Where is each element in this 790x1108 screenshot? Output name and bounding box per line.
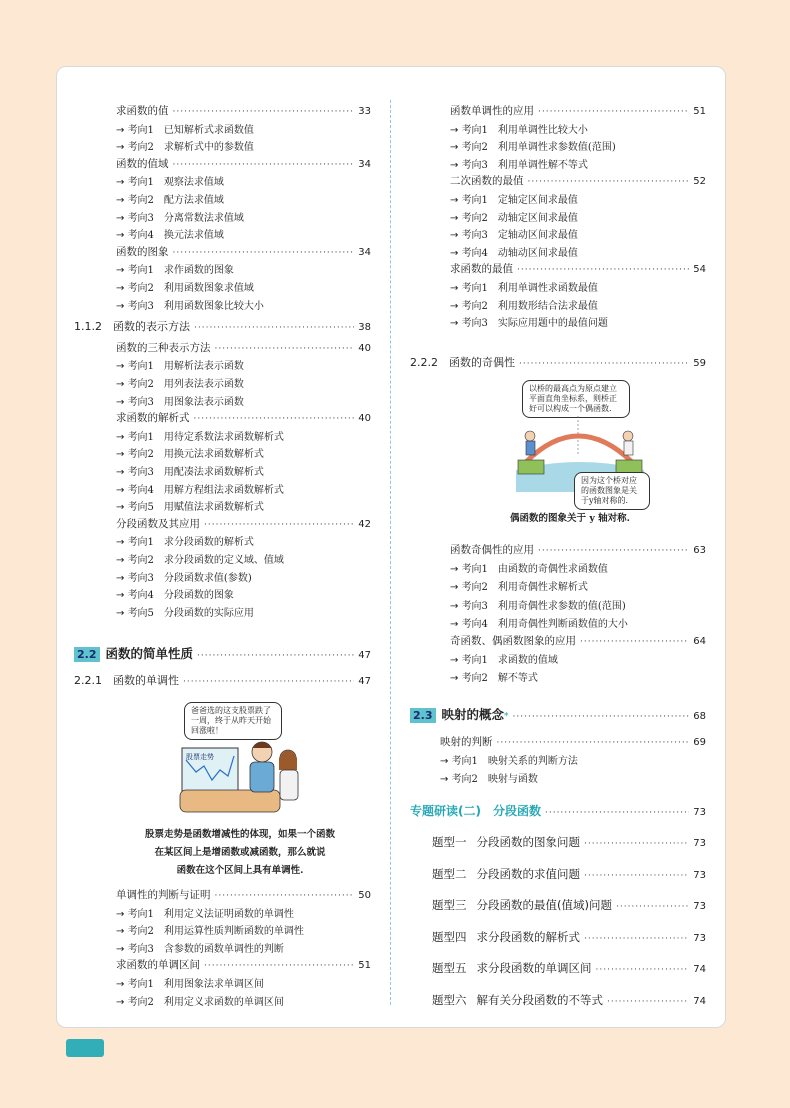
- toc-subentry[interactable]: [450, 297, 598, 312]
- toc-subentry[interactable]: [450, 226, 578, 241]
- toc-entry[interactable]: [440, 734, 706, 749]
- toc-subentry[interactable]: [116, 173, 224, 188]
- page-number: 47: [358, 676, 371, 687]
- arrow-icon: →: [116, 537, 128, 549]
- stock-board-label: 股票走势: [186, 753, 214, 761]
- arrow-icon: →: [116, 283, 128, 294]
- subentry-text: 考向1 求函数的值域: [461, 655, 558, 667]
- arrow-icon: →: [116, 230, 128, 242]
- page-number: 64: [693, 636, 706, 647]
- arrow-icon: →: [450, 673, 462, 685]
- toc-subentry[interactable]: [116, 445, 264, 460]
- column-divider: [390, 100, 391, 1005]
- subentry-text: 考向2 用换元法求函数解析式: [127, 449, 264, 461]
- leader-dots: [528, 177, 690, 187]
- arrow-icon: →: [116, 124, 128, 136]
- section-heading[interactable]: [74, 318, 371, 334]
- entry-title: 奇函数、偶函数图象的应用: [450, 635, 576, 647]
- speech-bubble-stock: 爸爸选的这支股票跌了一周，终于从昨天开始回涨啦！: [184, 702, 282, 740]
- stock-illustration: [176, 730, 306, 820]
- arrow-icon: →: [116, 212, 128, 224]
- speech-bubble-bridge: 以桥的最高点为原点建立平面直角坐标系，则桥正好可以构成一个偶函数.: [522, 380, 630, 418]
- entry-title: 映射的判断: [440, 736, 493, 748]
- arrow-icon: →: [116, 449, 128, 461]
- section-title: 函数的单调性: [113, 674, 179, 687]
- toc-subentry[interactable]: [450, 209, 578, 224]
- subentry-text: 考向2 用列表法表示函数: [127, 379, 244, 390]
- page-number: 33: [358, 106, 371, 117]
- star-mark: *: [504, 712, 509, 722]
- leader-dots: [596, 965, 690, 975]
- special-topic-title: 专题研读(二) 分段函数: [410, 804, 541, 818]
- toc-subentry[interactable]: [116, 940, 284, 955]
- illustration-caption: 偶函数的图象关于 y 轴对称.: [510, 513, 630, 524]
- subentry-text: 考向3 用图象法表示函数: [127, 396, 244, 408]
- arrow-icon: →: [450, 195, 462, 206]
- leader-dots: [545, 808, 689, 818]
- question-type-label: 题型五: [432, 961, 467, 975]
- arrow-icon: →: [116, 572, 128, 584]
- arrow-icon: →: [450, 159, 462, 171]
- question-type-title: 分段函数的求值问题: [476, 866, 580, 881]
- leader-dots: [194, 323, 354, 333]
- toc-subentry[interactable]: [116, 993, 284, 1008]
- arrow-icon: →: [450, 247, 462, 259]
- leader-dots: [607, 997, 689, 1007]
- subentry-text: 考向2 动轴定区间求最值: [461, 212, 578, 224]
- arrow-icon: →: [116, 979, 128, 990]
- toc-subentry[interactable]: [116, 586, 234, 601]
- toc-subentry[interactable]: [116, 922, 304, 937]
- chapter-badge: 2.3: [410, 708, 436, 723]
- subentry-text: 考向5 用赋值法求函数解析式: [127, 502, 264, 514]
- leader-dots: [513, 712, 690, 722]
- subentry-text: 考向2 利用数形结合法求最值: [461, 300, 598, 312]
- toc-subentry[interactable]: [116, 428, 284, 443]
- page-number: 68: [693, 711, 706, 722]
- arrow-icon: →: [116, 379, 128, 390]
- toc-subentry[interactable]: [440, 752, 578, 767]
- section-heading[interactable]: [74, 672, 371, 688]
- toc-subentry[interactable]: [450, 651, 558, 666]
- leader-dots: [584, 934, 689, 944]
- page-number: 73: [693, 807, 706, 818]
- toc-entry[interactable]: [450, 542, 706, 557]
- question-type-label: 题型一: [432, 835, 467, 849]
- toc-subentry[interactable]: [450, 314, 608, 329]
- page-number: 54: [693, 264, 706, 276]
- toc-subentry[interactable]: [450, 560, 608, 575]
- page-number: 74: [693, 995, 706, 1007]
- leader-dots: [584, 839, 689, 849]
- toc-entry[interactable]: [116, 340, 371, 355]
- page-number: 40: [358, 342, 371, 354]
- toc-subentry[interactable]: [450, 615, 628, 630]
- toc-subentry[interactable]: [116, 226, 224, 241]
- subentry-text: 考向2 利用奇偶性求解析式: [461, 582, 588, 594]
- toc-subentry[interactable]: [116, 191, 224, 206]
- subentry-text: 考向1 利用单调性求函数最值: [461, 283, 598, 294]
- arrow-icon: →: [116, 926, 128, 938]
- subentry-text: 考向1 求分段函数的解析式: [127, 537, 254, 549]
- arrow-icon: →: [450, 283, 462, 294]
- subentry-text: 考向3 利用函数图象比较大小: [127, 300, 264, 312]
- entry-title: 函数奇偶性的应用: [450, 544, 534, 556]
- page-number: 73: [693, 932, 706, 944]
- toc-entry[interactable]: [450, 173, 706, 188]
- question-type-label: 题型三: [432, 898, 467, 912]
- toc-entry[interactable]: [450, 633, 706, 648]
- arrow-icon: →: [440, 756, 452, 768]
- toc-entry[interactable]: [116, 887, 371, 902]
- arrow-icon: →: [116, 361, 128, 373]
- toc-entry[interactable]: [116, 410, 371, 425]
- question-type-title: 求分段函数的解析式: [476, 929, 580, 944]
- question-type-label: 题型六: [432, 992, 467, 1007]
- illustration-caption: 在某区间上是增函数或减函数，那么就说: [154, 847, 326, 858]
- subentry-text: 考向5 分段函数的实际应用: [127, 607, 254, 619]
- page-number: 73: [693, 838, 706, 849]
- toc-entry[interactable]: [116, 957, 371, 972]
- toc-subentry[interactable]: [116, 551, 284, 566]
- arrow-icon: →: [116, 396, 128, 408]
- toc-subentry[interactable]: [116, 463, 264, 478]
- question-type-entry[interactable]: [432, 929, 706, 945]
- leader-dots: [194, 414, 355, 424]
- subentry-text: 考向1 用待定系数法求函数解析式: [127, 431, 284, 443]
- leader-dots: [580, 637, 689, 647]
- chapter-heading[interactable]: [410, 705, 706, 723]
- toc-subentry[interactable]: [450, 597, 626, 612]
- subentry-text: 考向2 求分段函数的定义域、值域: [127, 555, 284, 566]
- subentry-text: 考向3 分段函数求值(参数): [127, 572, 252, 584]
- leader-dots: [538, 107, 689, 117]
- chapter-badge: 2.2: [74, 647, 100, 662]
- arrow-icon: →: [116, 467, 128, 478]
- leader-dots: [173, 107, 355, 117]
- arrow-icon: →: [116, 908, 128, 920]
- page-number-badge: [66, 1039, 104, 1057]
- page-number: 63: [693, 545, 706, 556]
- toc-subentry[interactable]: [116, 297, 264, 312]
- leader-dots: [519, 359, 689, 369]
- toc-subentry[interactable]: [116, 533, 254, 548]
- arrow-icon: →: [450, 600, 462, 612]
- toc-subentry[interactable]: [450, 578, 588, 593]
- subentry-text: 考向3 分离常数法求值域: [127, 212, 244, 224]
- toc-subentry[interactable]: [116, 569, 252, 584]
- toc-subentry[interactable]: [116, 121, 254, 136]
- leader-dots: [584, 871, 689, 881]
- page-number: 34: [358, 246, 371, 258]
- entry-title: 函数的三种表示方法: [116, 341, 211, 354]
- toc-subentry[interactable]: [116, 975, 264, 990]
- subentry-text: 考向1 利用图象法求单调区间: [127, 979, 264, 990]
- entry-title: 分段函数及其应用: [116, 517, 200, 530]
- toc-subentry[interactable]: [116, 261, 234, 276]
- toc-subentry[interactable]: [116, 905, 294, 920]
- page-number: 73: [693, 901, 706, 912]
- page-number: 47: [358, 650, 371, 661]
- subentry-text: 考向4 分段函数的图象: [127, 590, 234, 602]
- entry-title: 求函数的单调区间: [116, 959, 200, 972]
- arrow-icon: →: [450, 124, 462, 136]
- entry-title: 函数的图象: [116, 245, 169, 258]
- toc-subentry[interactable]: [450, 156, 588, 171]
- arrow-icon: →: [116, 555, 128, 566]
- page-number: 59: [693, 358, 706, 369]
- page-number: 38: [358, 322, 371, 334]
- entry-title: 函数单调性的应用: [450, 105, 534, 117]
- toc-subentry[interactable]: [450, 121, 588, 136]
- arrow-icon: →: [450, 318, 462, 330]
- subentry-text: 考向2 解不等式: [461, 673, 538, 685]
- toc-entry[interactable]: [116, 516, 371, 531]
- arrow-icon: →: [116, 484, 128, 496]
- toc-subentry[interactable]: [450, 138, 616, 153]
- subentry-text: 考向1 定轴定区间求最值: [461, 195, 578, 206]
- subentry-text: 考向3 实际应用题中的最值问题: [461, 318, 608, 330]
- leader-dots: [173, 248, 355, 258]
- question-type-entry[interactable]: [432, 992, 706, 1008]
- leader-dots: [183, 677, 354, 687]
- question-type-label: 题型二: [432, 866, 467, 881]
- arrow-icon: →: [116, 996, 128, 1008]
- subentry-text: 考向1 映射关系的判断方法: [451, 756, 578, 768]
- subentry-text: 考向1 利用单调性比较大小: [461, 124, 588, 136]
- special-topic-heading[interactable]: [410, 802, 706, 819]
- leader-dots: [197, 651, 354, 661]
- page-number: 34: [358, 158, 371, 170]
- arrow-icon: →: [450, 582, 462, 594]
- arrow-icon: →: [450, 655, 462, 667]
- subentry-text: 考向1 由函数的奇偶性求函数值: [461, 564, 608, 576]
- subentry-text: 考向2 配方法求值域: [127, 195, 224, 206]
- arrow-icon: →: [450, 230, 462, 242]
- subentry-text: 考向4 用解方程组法求函数解析式: [127, 484, 284, 496]
- toc-subentry[interactable]: [116, 138, 254, 153]
- leader-dots: [204, 961, 354, 971]
- subentry-text: 考向3 利用单调性解不等式: [461, 159, 588, 171]
- subentry-text: 考向3 用配凑法求函数解析式: [127, 467, 264, 478]
- page-number: 42: [358, 518, 371, 530]
- arrow-icon: →: [450, 212, 462, 224]
- arrow-icon: →: [116, 431, 128, 443]
- page-number: 51: [358, 960, 371, 972]
- question-type-entry[interactable]: [432, 834, 706, 850]
- arrow-icon: →: [116, 590, 128, 602]
- leader-dots: [497, 738, 690, 748]
- section-number: 2.2.1: [74, 674, 113, 687]
- subentry-text: 考向3 定轴动区间求最值: [461, 230, 578, 242]
- subentry-text: 考向1 已知解析式求函数值: [127, 124, 254, 136]
- subentry-text: 考向2 利用运算性质判断函数的单调性: [127, 926, 304, 938]
- subentry-text: 考向4 动轴动区间求最值: [461, 247, 578, 259]
- entry-title: 函数的值域: [116, 157, 169, 170]
- subentry-text: 考向2 利用函数图象求值域: [127, 283, 254, 294]
- toc-subentry[interactable]: [116, 357, 244, 372]
- page-number: 51: [693, 106, 706, 117]
- toc-entry[interactable]: [450, 261, 706, 276]
- arrow-icon: →: [116, 142, 128, 154]
- toc-entry[interactable]: [116, 156, 371, 171]
- illustration-caption: 函数在这个区间上具有单调性.: [176, 865, 304, 876]
- entry-title: 求函数的解析式: [116, 412, 190, 425]
- page-number: 74: [693, 964, 706, 975]
- question-type-title: 分段函数的图象问题: [476, 835, 580, 849]
- question-type-title: 求分段函数的单调区间: [476, 961, 592, 975]
- question-type-entry[interactable]: [432, 866, 706, 882]
- section-heading[interactable]: [410, 354, 706, 370]
- chapter-title: 映射的概念: [441, 707, 505, 722]
- subentry-text: 考向1 观察法求值域: [127, 177, 224, 189]
- speech-bubble-symmetry: 因为这个桥对应的函数图象是关于y轴对称的.: [574, 472, 650, 510]
- entry-title: 求函数的值: [116, 105, 169, 117]
- toc-entry[interactable]: [116, 244, 371, 259]
- illustration-caption: 股票走势是函数增减性的体现，如果一个函数: [144, 829, 335, 840]
- arrow-icon: →: [116, 300, 128, 312]
- entry-title: 求函数的最值: [450, 263, 513, 276]
- subentry-text: 考向4 利用奇偶性判断函数值的大小: [461, 618, 628, 630]
- subentry-text: 考向1 利用定义法证明函数的单调性: [127, 908, 294, 920]
- arrow-icon: →: [450, 618, 462, 630]
- toc-entry[interactable]: [450, 103, 706, 118]
- toc-subentry[interactable]: [116, 481, 284, 496]
- subentry-text: 考向1 用解析法表示函数: [127, 361, 244, 373]
- toc-subentry[interactable]: [450, 191, 578, 206]
- arrow-icon: →: [450, 300, 462, 312]
- toc-subentry[interactable]: [116, 604, 254, 619]
- leader-dots: [538, 546, 689, 556]
- leader-dots: [517, 265, 689, 275]
- toc-subentry[interactable]: [116, 279, 254, 294]
- toc-subentry[interactable]: [116, 393, 244, 408]
- question-type-label: 题型四: [432, 929, 467, 944]
- subentry-text: 考向1 求作函数的图象: [127, 265, 234, 277]
- page-number: 50: [358, 890, 371, 901]
- arrow-icon: →: [116, 943, 128, 955]
- leader-dots: [215, 891, 355, 901]
- leader-dots: [173, 160, 355, 170]
- arrow-icon: →: [116, 265, 128, 277]
- subentry-text: 考向2 求解析式中的参数值: [127, 142, 254, 154]
- section-number: 1.1.2: [74, 320, 113, 334]
- section-number: 2.2.2: [410, 356, 449, 369]
- toc-subentry[interactable]: [450, 244, 578, 259]
- entry-title: 单调性的判断与证明: [116, 889, 211, 901]
- leader-dots: [215, 344, 355, 354]
- toc-subentry[interactable]: [116, 375, 244, 390]
- page-number: 69: [693, 737, 706, 748]
- section-title: 函数的奇偶性: [449, 356, 515, 369]
- arrow-icon: →: [440, 774, 452, 786]
- arrow-icon: →: [116, 607, 128, 619]
- toc-subentry[interactable]: [450, 669, 538, 684]
- leader-dots: [616, 902, 689, 912]
- entry-title: 二次函数的最值: [450, 175, 524, 188]
- toc-entry[interactable]: [116, 103, 371, 118]
- page-number: 73: [693, 869, 706, 881]
- page-number: 40: [358, 413, 371, 425]
- arrow-icon: →: [450, 564, 462, 576]
- leader-dots: [204, 520, 354, 530]
- toc-subentry[interactable]: [116, 209, 244, 224]
- page-number: 52: [693, 176, 706, 188]
- section-title: 函数的表示方法: [113, 320, 190, 334]
- question-type-entry[interactable]: [432, 960, 706, 976]
- question-type-entry[interactable]: [432, 897, 706, 913]
- toc-subentry[interactable]: [450, 279, 598, 294]
- subentry-text: 考向2 利用定义求函数的单调区间: [127, 996, 284, 1008]
- subentry-text: 考向2 映射与函数: [451, 774, 538, 786]
- arrow-icon: →: [450, 142, 462, 154]
- subentry-text: 考向3 含参数的函数单调性的判断: [127, 943, 284, 955]
- question-type-title: 分段函数的最值(值域)问题: [476, 898, 612, 912]
- chapter-title: 函数的简单性质: [105, 646, 194, 661]
- chapter-heading[interactable]: [74, 644, 371, 662]
- toc-subentry[interactable]: [116, 498, 264, 513]
- toc-subentry[interactable]: [440, 770, 538, 785]
- arrow-icon: →: [116, 502, 128, 514]
- arrow-icon: →: [116, 177, 128, 189]
- subentry-text: 考向2 利用单调性求参数值(范围): [461, 142, 616, 154]
- arrow-icon: →: [116, 195, 128, 206]
- subentry-text: 考向4 换元法求值域: [127, 230, 224, 242]
- subentry-text: 考向3 利用奇偶性求参数的值(范围): [461, 600, 626, 612]
- question-type-title: 解有关分段函数的不等式: [476, 992, 603, 1007]
